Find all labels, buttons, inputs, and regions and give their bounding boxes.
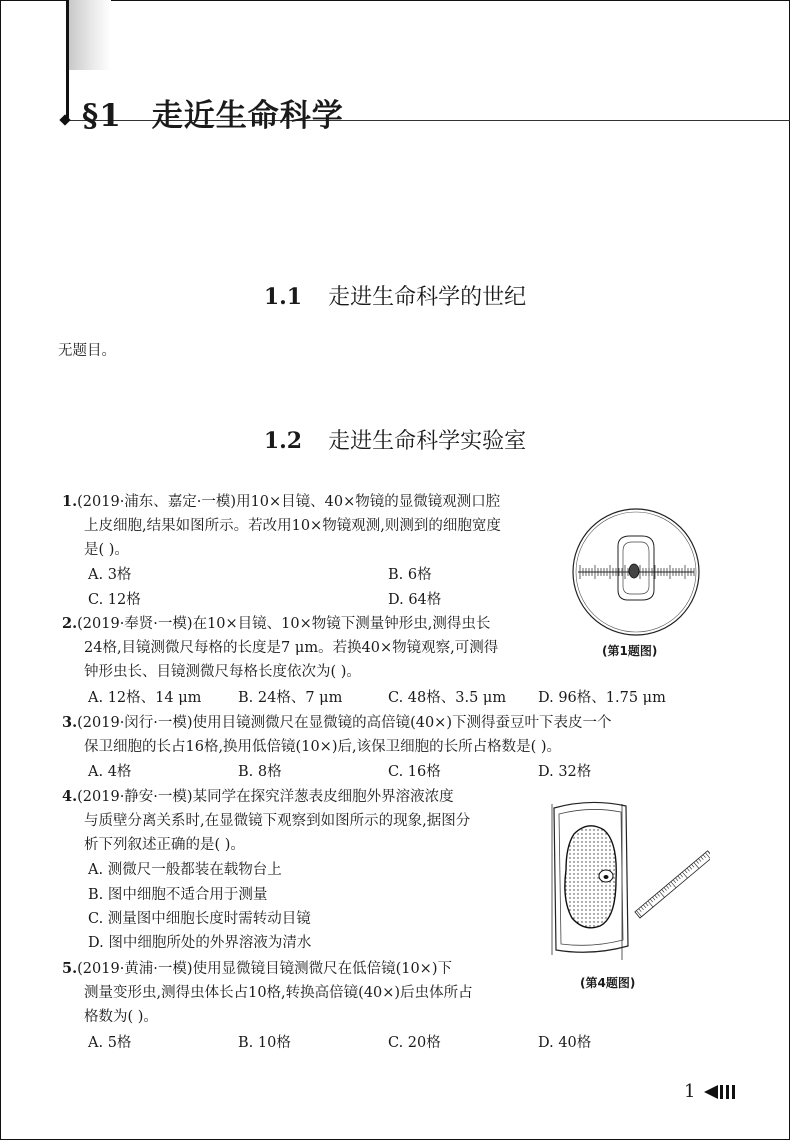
option-d: D. 96格、1.75 μm (538, 690, 666, 706)
question-number: 2. (62, 615, 78, 632)
section-title: 走进生命科学的世纪 (328, 285, 527, 310)
page-marker-icon (702, 1083, 738, 1101)
question-line: (2019·闵行·一模)使用目镜测微尺在显微镜的高倍镜(40×)下测得蚕豆叶下表皮一个 (77, 715, 612, 731)
question-line: (2019·浦东、嘉定·一模)用10×目镜、40×物镜的显微镜观测口腔 (77, 494, 501, 510)
chapter-heading (82, 90, 344, 135)
option-c: C. 16格 (388, 764, 441, 780)
option-d: D. 64格 (388, 592, 442, 608)
option-c: C. 20格 (388, 1035, 441, 1051)
option-d: D. 32格 (538, 764, 592, 780)
section-title: 走进生命科学实验室 (328, 429, 527, 454)
section-heading-1-2 (0, 424, 790, 455)
question-line: 析下列叙述正确的是( )。 (84, 837, 245, 853)
option-c: C. 48格、3.5 μm (388, 690, 507, 706)
question-line: 钟形虫长、目镜测微尺每格长度依次为( )。 (84, 664, 361, 680)
page-number: 1 (684, 1081, 696, 1102)
question-line: 与质壁分离关系时,在显微镜下观察到如图所示的现象,据图分 (84, 813, 471, 829)
chapter-number: §1 (82, 98, 122, 134)
option-d: D. 40格 (538, 1035, 592, 1051)
header-decor-gradient (69, 0, 111, 70)
section-number: 1.2 (263, 428, 303, 454)
question-line: 保卫细胞的长占16格,换用低倍镜(10×)后,该保卫细胞的长所占格数是( )。 (84, 739, 562, 755)
question-line: (2019·静安·一模)某同学在探究洋葱表皮细胞外界溶液浓度 (77, 789, 454, 805)
section-heading-1-1 (0, 280, 790, 311)
option-a: A. 3格 (88, 567, 132, 583)
question-line: 上皮细胞,结果如图所示。若改用10×物镜观测,则测到的细胞宽度 (84, 518, 501, 534)
question-line: (2019·奉贤·一模)在10×目镜、10×物镜下测量钟形虫,测得虫长 (77, 616, 491, 632)
section-number: 1.1 (263, 284, 303, 310)
figure-1-caption: (第1题图) (602, 644, 658, 658)
question-line: 24格,目镜测微尺每格的长度是7 μm。若换40×物镜观察,可测得 (84, 640, 499, 656)
option-b: B. 8格 (238, 764, 282, 780)
option-c: C. 测量图中细胞长度时需转动目镜 (88, 911, 311, 927)
option-a: A. 测微尺一般都装在载物台上 (88, 862, 282, 878)
option-a: A. 5格 (88, 1035, 132, 1051)
option-a: A. 12格、14 μm (88, 690, 202, 706)
header-decor-bar (66, 0, 69, 118)
option-c: C. 12格 (88, 592, 141, 608)
figure-4-caption: (第4题图) (580, 976, 636, 990)
question-number: 3. (62, 714, 78, 731)
question-line: 测量变形虫,测得虫体长占10格,转换高倍镜(40×)后虫体所占 (84, 985, 473, 1001)
chapter-title: 走近生命科学 (151, 98, 344, 134)
question-number: 4. (62, 788, 78, 805)
option-b: B. 24格、7 μm (238, 690, 343, 706)
question-number: 5. (62, 960, 78, 977)
figure-1-microscope-view (566, 502, 706, 642)
question-line: 格数为( )。 (84, 1009, 158, 1025)
question-line: (2019·黄浦·一模)使用显微镜目镜测微尺在低倍镜(10×)下 (77, 961, 452, 977)
question-number: 1. (62, 493, 78, 510)
section-note: 无题目。 (58, 343, 116, 359)
option-b: B. 6格 (388, 567, 432, 583)
option-b: B. 图中细胞不适合用于测量 (88, 887, 268, 903)
option-d: D. 图中细胞所处的外界溶液为清水 (88, 935, 312, 951)
question-line: 是( )。 (84, 542, 129, 558)
figure-4-plasmolysis-cell (540, 800, 710, 970)
option-b: B. 10格 (238, 1035, 291, 1051)
option-a: A. 4格 (88, 764, 132, 780)
